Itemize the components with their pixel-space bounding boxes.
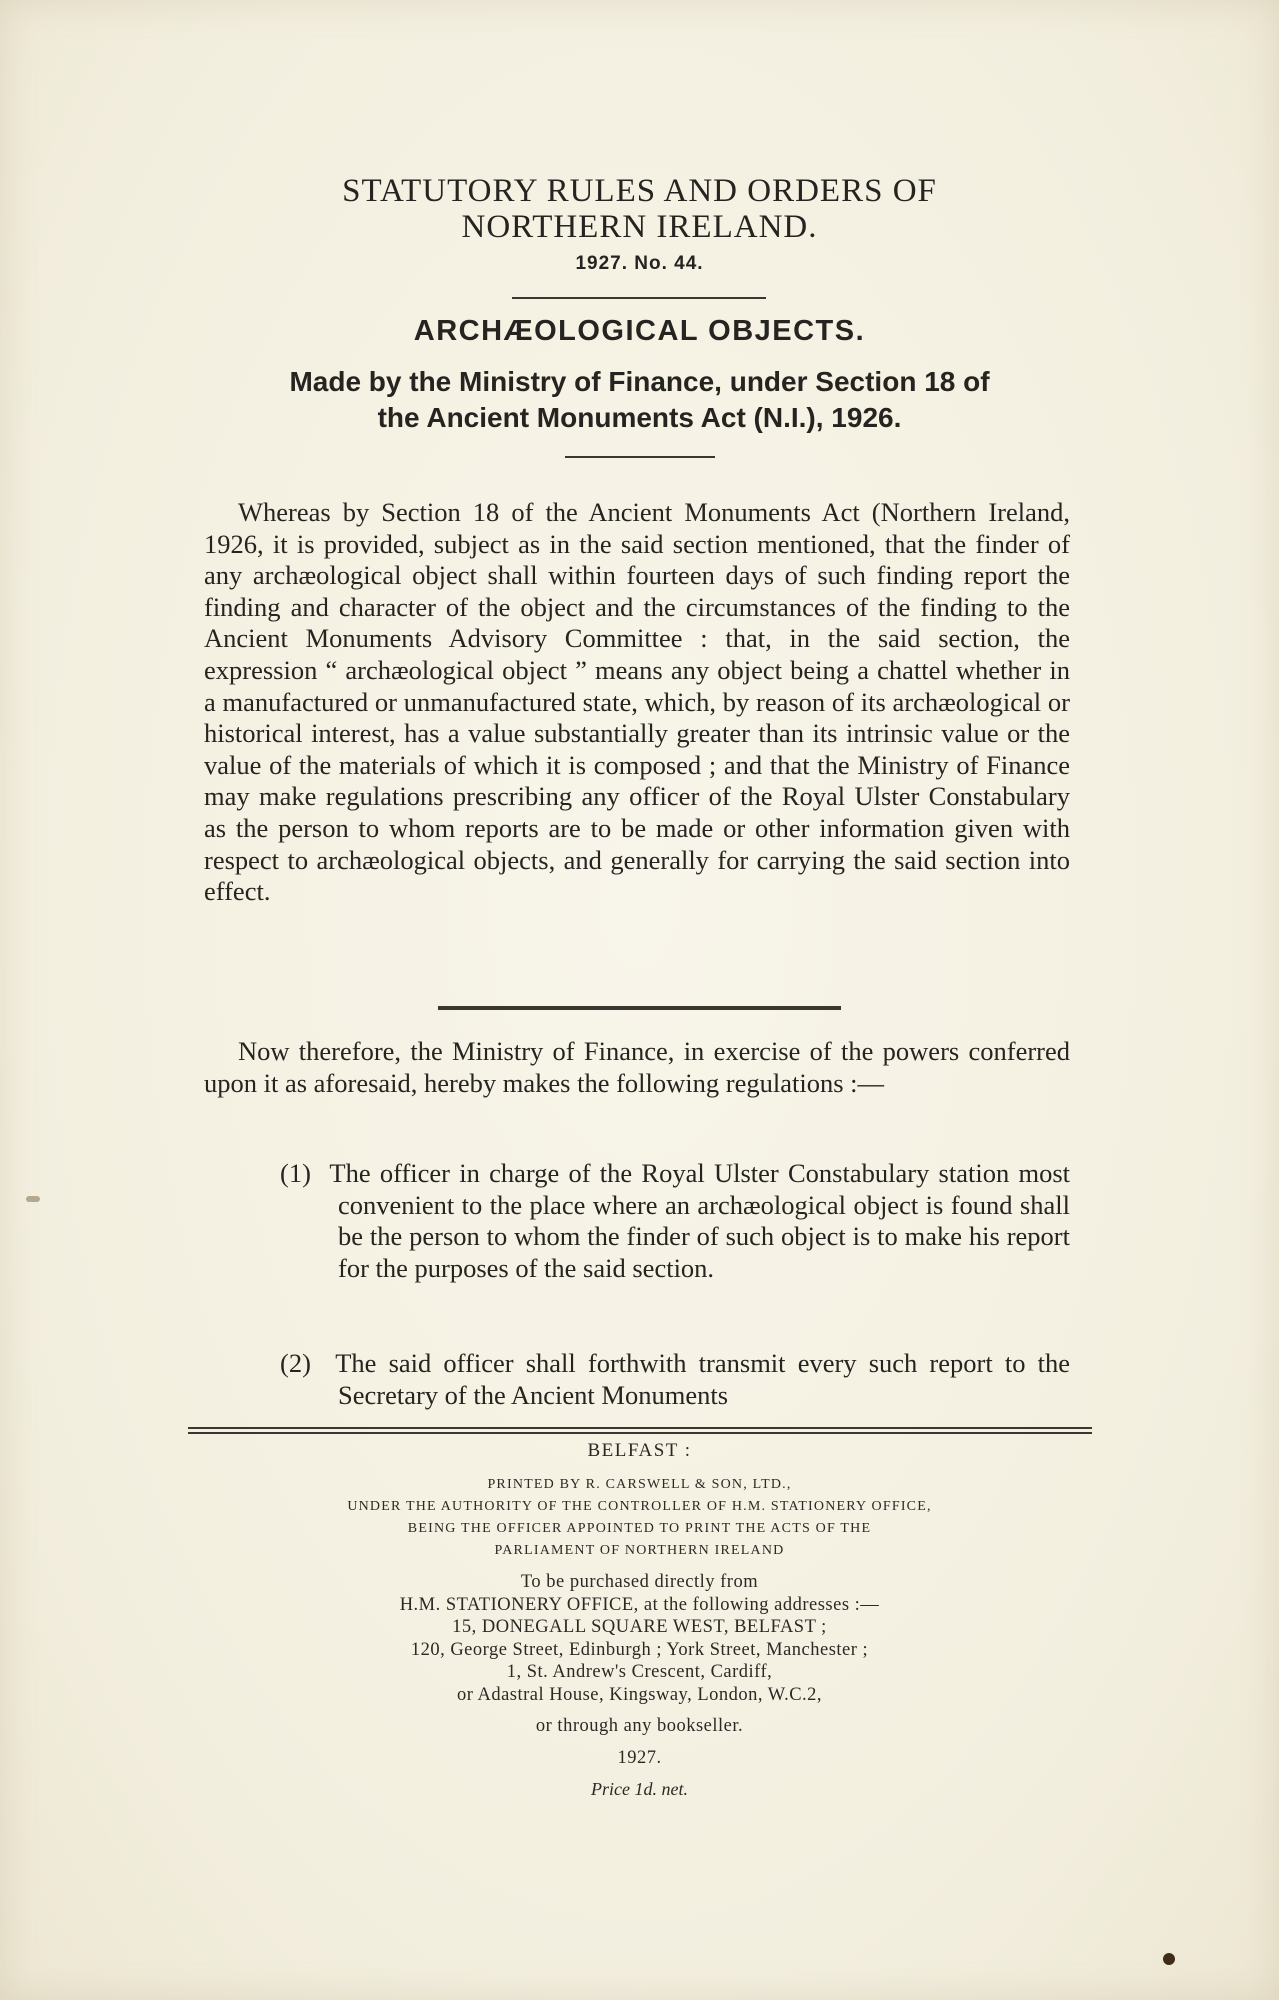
regulation-number: (1) <box>280 1158 311 1188</box>
regulation-item <box>280 1348 1070 1411</box>
imprint-address-cardiff: 1, St. Andrew's Crescent, Cardiff, <box>506 1662 773 1682</box>
made-by-statement <box>180 364 1099 436</box>
imprint-printer: PRINTED BY R. CARSWELL & SON, LTD., <box>487 1477 792 1492</box>
year-number: 1927. No. 44. <box>575 253 704 274</box>
header-divider <box>512 297 766 299</box>
regulation-item <box>280 1158 1070 1284</box>
document-title: ARCHÆOLOGICAL OBJECTS. <box>413 315 866 347</box>
imprint-address-edinburgh: 120, George Street, Edinburgh ; York Street, Manchester ; <box>410 1639 869 1660</box>
whereas-paragraph: Whereas by Section 18 of the Ancient Monuments Act (Northern Ireland, 1926, it is provided, subject as in the said section mentioned, that the finder of any archæological object shall within fourteen days of such finding report the finding and character of the object and the circumstances of the finding to the Ancient Monuments Advisory Committee : that, in the said section, the expression “ archæological object ” means any object being a chattel whether in a manufactured or unmanufactured state, which, by reason of its archæological or historical interest, has a value substantially greater than its intrinsic value or the value of the materials of which it is composed ; and that the Ministry of Finance may make regulations prescribing any officer of the Royal Ulster Constabulary as the person to whom reports are to be made or other information given with respect to archæological objects, and generally for carrying the said section into effect. <box>204 497 1070 907</box>
regulation-number: (2) <box>280 1348 311 1378</box>
imprint-address-belfast: 15, DONEGALL SQUARE WEST, BELFAST ; <box>452 1617 827 1637</box>
imprint-hmso: H.M. STATIONERY OFFICE, at the following addresses :— <box>399 1594 880 1615</box>
imprint-bookseller: or through any bookseller. <box>535 1716 744 1736</box>
made-by-line-2: the Ancient Monuments Act (N.I.), 1926. <box>377 402 902 433</box>
regulation-text: The officer in charge of the Royal Ulster Constabulary station most convenient to the place where an archæological object is found shall be the person to whom the finder of such object is to make his report for the purposes of the said section. <box>329 1158 1070 1283</box>
regulation-text: The said officer shall forthwith transmit every such report to the Secretary of the Ancient Monuments <box>335 1348 1070 1410</box>
paper-mark <box>26 1196 40 1202</box>
imprint-officer: BEING THE OFFICER APPOINTED TO PRINT THE ACTS OF THE <box>407 1521 872 1536</box>
body-divider <box>438 1006 841 1010</box>
imprint-purchase: To be purchased directly from <box>520 1572 759 1592</box>
imprint-authority: UNDER THE AUTHORITY OF THE CONTROLLER OF H.M. STATIONERY OFFICE, <box>347 1499 932 1514</box>
imprint-place: BELFAST : <box>587 1440 692 1461</box>
footer-double-rule-top <box>188 1427 1092 1429</box>
imprint-address-london: or Adastral House, Kingsway, London, W.C.2, <box>456 1684 823 1705</box>
now-therefore-paragraph: Now therefore, the Ministry of Finance, in exercise of the powers conferred upon it as aforesaid, hereby makes the following regulations :— <box>204 1036 1070 1098</box>
header-line-1: STATUTORY RULES AND ORDERS OF <box>342 173 937 209</box>
header-line-2: NORTHERN IRELAND. <box>461 209 818 245</box>
made-by-line-1: Made by the Ministry of Finance, under Section 18 of <box>289 366 990 397</box>
imprint-price: Price 1d. net. <box>591 1779 688 1799</box>
paper-stain <box>1163 1953 1175 1965</box>
imprint-year: 1927. <box>617 1747 662 1768</box>
footer-double-rule-bottom <box>188 1432 1092 1434</box>
imprint-parliament: PARLIAMENT OF NORTHERN IRELAND <box>494 1543 785 1558</box>
printer-imprint <box>180 1440 1099 1800</box>
title-divider <box>565 456 715 458</box>
